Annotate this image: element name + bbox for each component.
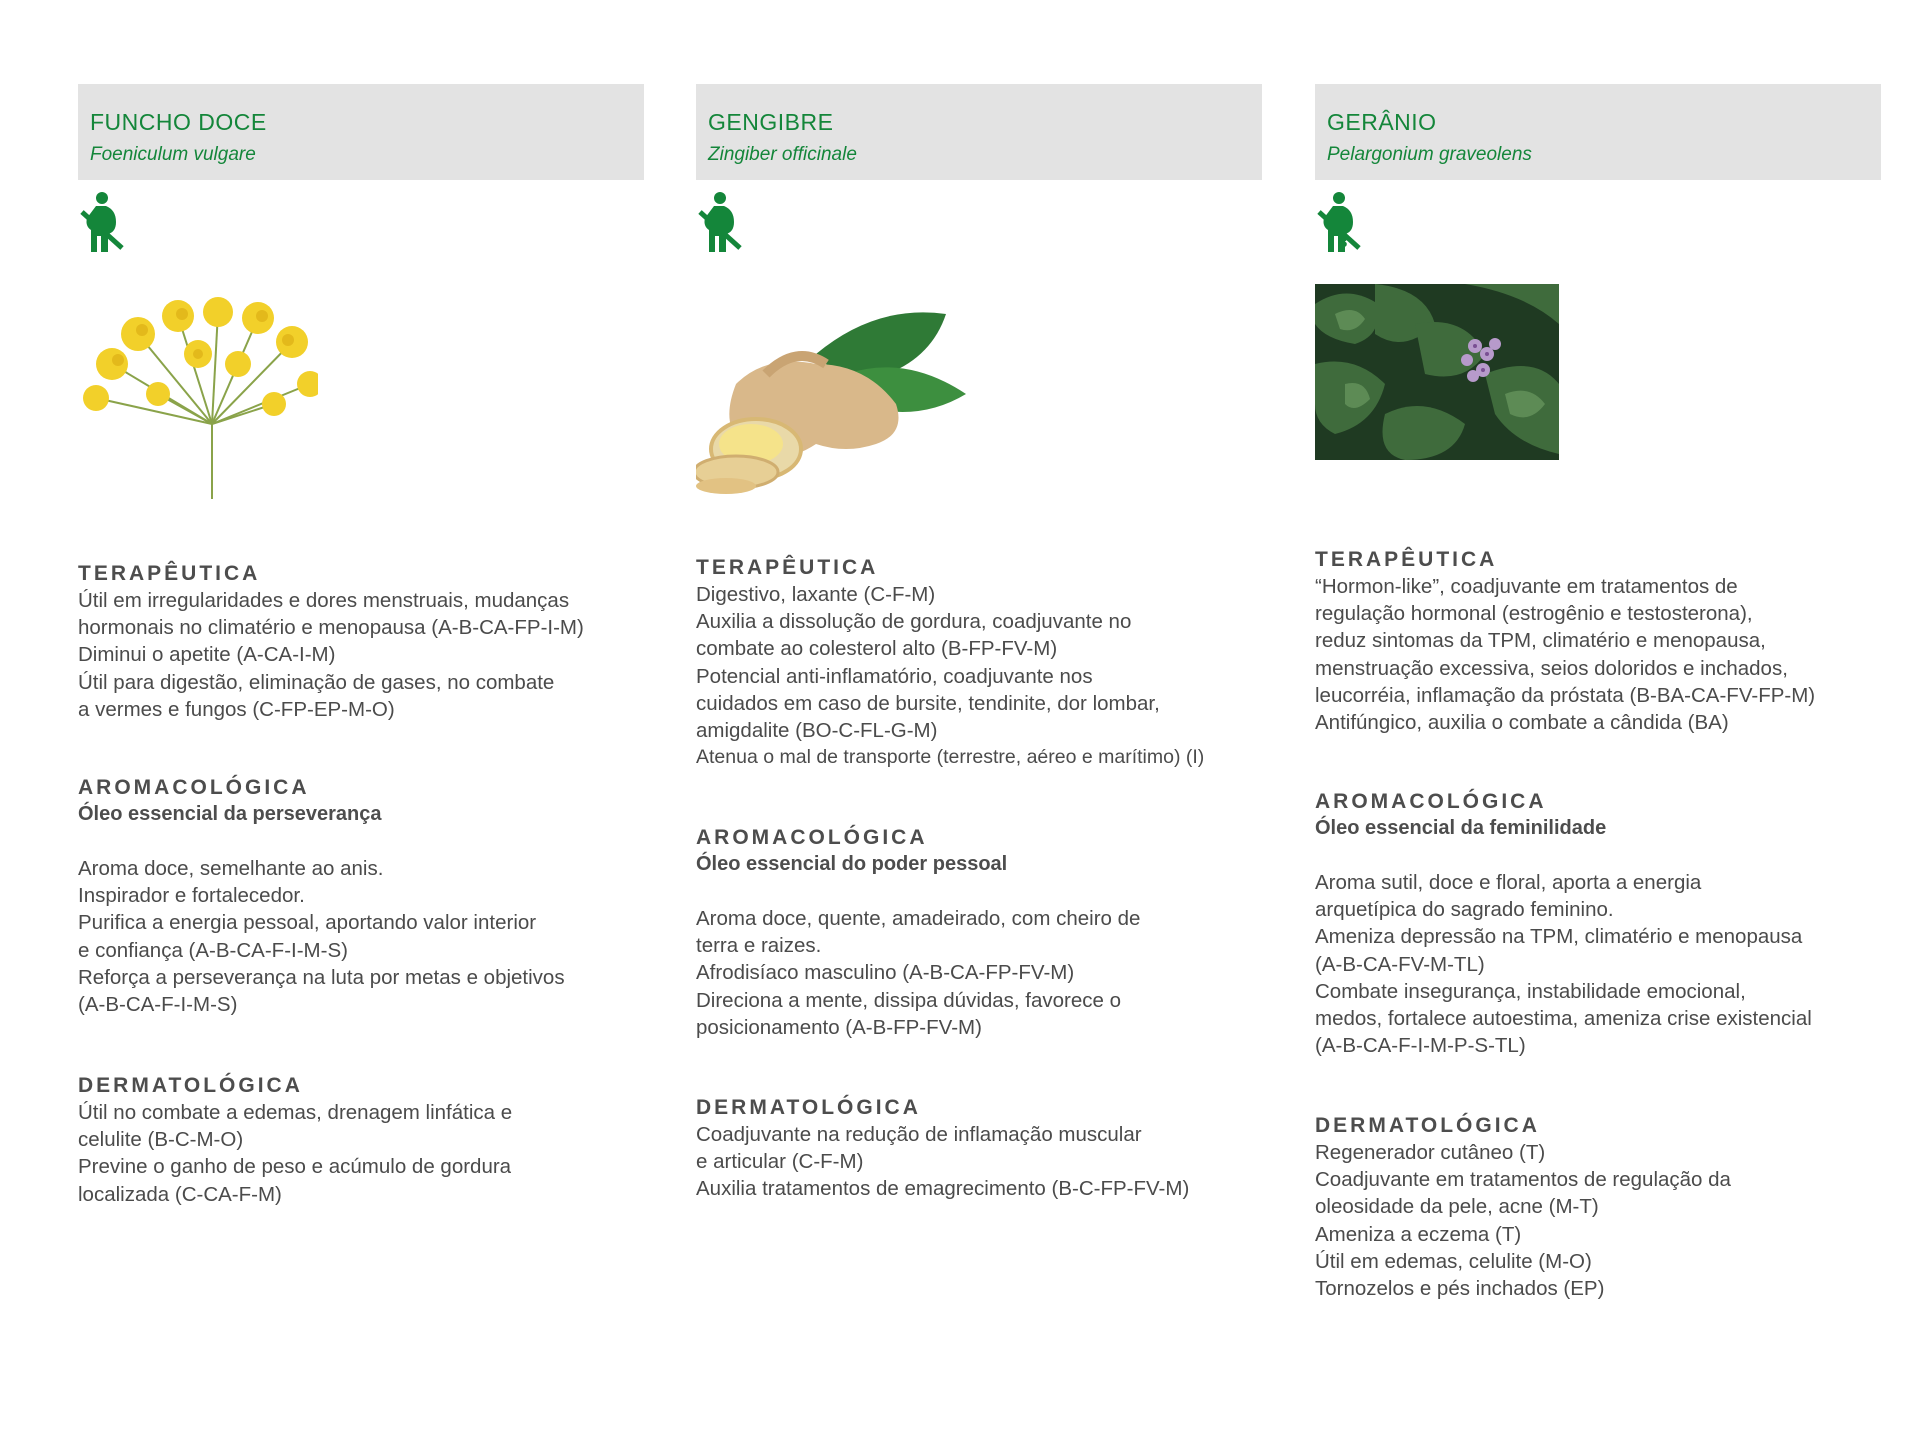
text-line: regulação hormonal (estrogênio e testosterona), (1315, 602, 1753, 626)
section-subtitle: Óleo essencial da feminilidade (1315, 817, 1607, 839)
text-line: Inspirador e fortalecedor. (78, 884, 305, 908)
text-line: Atenua o mal de transporte (terrestre, aéreo e marítimo) (I) (696, 746, 1205, 769)
text-line: leucorréia, inflamação da próstata (B-BA-CA-FV-FP-M) (1315, 683, 1816, 707)
text-line: arquetípica do sagrado feminino. (1315, 898, 1614, 922)
section-dermatologica (78, 1072, 644, 1208)
text-line: Reforça a perseverança na luta por metas e objetivos (78, 965, 565, 989)
text-line: Útil para digestão, eliminação de gases, no combate (78, 670, 555, 694)
oil-name: GERÂNIO (1327, 109, 1437, 135)
text-line: amigdalite (BO-C-FL-G-M) (696, 719, 938, 743)
section-dermatologica (1315, 1112, 1881, 1302)
oil-latin-name: Zingiber officinale (708, 144, 857, 165)
text-line: Combate insegurança, instabilidade emocional, (1315, 979, 1746, 1003)
geranium-plant-photo (1315, 284, 1559, 460)
text-line: Útil em edemas, celulite (M-O) (1315, 1249, 1592, 1273)
card-header (78, 84, 644, 180)
section-title: DERMATOLÓGICA (78, 1074, 303, 1097)
card-header (1315, 84, 1881, 180)
text-line: Digestivo, laxante (C-F-M) (696, 583, 936, 606)
text-line: Diminui o apetite (A-CA-I-M) (78, 643, 336, 667)
oil-latin-name: Pelargonium graveolens (1327, 144, 1532, 165)
text-line: Aroma sutil, doce e floral, aporta a energia (1315, 871, 1702, 894)
section-title: AROMACOLÓGICA (78, 776, 310, 799)
section-title: DERMATOLÓGICA (1315, 1114, 1540, 1137)
section-title: DERMATOLÓGICA (696, 1096, 921, 1119)
text-line: Aroma doce, quente, amadeirado, com cheiro de (696, 907, 1141, 930)
card-header (696, 84, 1262, 180)
section-title: AROMACOLÓGICA (696, 826, 928, 849)
section-subtitle: Óleo essencial do poder pessoal (696, 853, 1008, 875)
ginger-root-image (696, 294, 966, 494)
text-line: Regenerador cutâneo (T) (1315, 1141, 1546, 1164)
section-terapeutica (1315, 546, 1881, 736)
text-line: Direciona a mente, dissipa dúvidas, favorece o (696, 988, 1122, 1012)
text-line: oleosidade da pele, acne (M-T) (1315, 1195, 1599, 1219)
trimester-badge: 3 (1339, 234, 1348, 251)
section-aromacologica (696, 824, 1262, 1041)
text-line: celulite (B-C-M-O) (78, 1128, 244, 1152)
oil-name: FUNCHO DOCE (90, 109, 267, 135)
text-line: Ameniza depressão na TPM, climatério e menopausa (1315, 925, 1803, 949)
text-line: Útil no combate a edemas, drenagem linfática e (78, 1101, 513, 1124)
text-line: “Hormon-like”, coadjuvante em tratamentos de (1315, 575, 1738, 598)
text-line: Potencial anti-inflamatório, coadjuvante nos (696, 664, 1093, 688)
section-terapeutica (696, 554, 1262, 771)
section-aromacologica (1315, 788, 1881, 1059)
text-line: e confiança (A-B-CA-F-I-M-S) (78, 938, 348, 962)
section-title: TERAPÊUTICA (696, 556, 879, 579)
text-line: combate ao colesterol alto (B-FP-FV-M) (696, 637, 1058, 661)
text-line: a vermes e fungos (C-FP-EP-M-O) (78, 697, 395, 721)
section-title: AROMACOLÓGICA (1315, 790, 1547, 813)
text-line: Ameniza a eczema (T) (1315, 1222, 1522, 1246)
text-line: localizada (C-CA-F-M) (78, 1182, 282, 1206)
text-line: (A-B-CA-FV-M-TL) (1315, 952, 1485, 976)
text-line: reduz sintomas da TPM, climatério e menopausa, (1315, 629, 1766, 653)
section-title: TERAPÊUTICA (78, 562, 261, 585)
section-aromacologica (78, 774, 644, 1018)
oil-latin-name: Foeniculum vulgare (90, 144, 256, 165)
oil-card-funcho-doce (78, 84, 644, 1206)
section-title: TERAPÊUTICA (1315, 548, 1498, 571)
text-line: Aroma doce, semelhante ao anis. (78, 857, 384, 880)
fennel-flower-image (78, 294, 318, 504)
oil-name: GENGIBRE (708, 109, 834, 135)
oil-card-gengibre (696, 84, 1262, 1201)
text-line: Coadjuvante em tratamentos de regulação da (1315, 1168, 1731, 1192)
text-line: menstruação excessiva, seios doloridos e inchados, (1315, 656, 1788, 680)
text-line: Auxilia a dissolução de gordura, coadjuvante no (696, 610, 1132, 634)
no-pregnant-icon (696, 190, 744, 254)
text-line: (A-B-CA-F-I-M-P-S-TL) (1315, 1034, 1526, 1058)
text-line: Afrodisíaco masculino (A-B-CA-FP-FV-M) (696, 961, 1075, 985)
text-line: cuidados em caso de bursite, tendinite, dor lombar, (696, 691, 1160, 715)
text-line: Auxilia tratamentos de emagrecimento (B-C-FP-FV-M) (696, 1177, 1190, 1201)
section-dermatologica (696, 1094, 1262, 1203)
text-line: hormonais no climatério e menopausa (A-B-CA-FP-I-M) (78, 616, 584, 640)
no-pregnant-icon (78, 190, 126, 254)
oil-card-geranio (1315, 84, 1881, 1301)
text-line: Útil em irregularidades e dores menstruais, mudanças (78, 589, 570, 612)
text-line: Purifica a energia pessoal, aportando valor interior (78, 911, 537, 935)
text-line: Previne o ganho de peso e acúmulo de gordura (78, 1155, 512, 1179)
text-line: (A-B-CA-F-I-M-S) (78, 993, 238, 1017)
text-line: terra e raizes. (696, 934, 822, 958)
text-line: e articular (C-F-M) (696, 1150, 864, 1174)
section-terapeutica (78, 560, 644, 723)
text-line: Coadjuvante na redução de inflamação muscular (696, 1123, 1142, 1146)
text-line: medos, fortalece autoestima, ameniza crise existencial (1315, 1007, 1812, 1031)
text-line: Antifúngico, auxilia o combate a cândida (BA) (1315, 711, 1729, 735)
section-subtitle: Óleo essencial da perseverança (78, 803, 382, 825)
text-line: Tornozelos e pés inchados (EP) (1315, 1277, 1605, 1301)
text-line: posicionamento (A-B-FP-FV-M) (696, 1015, 982, 1039)
